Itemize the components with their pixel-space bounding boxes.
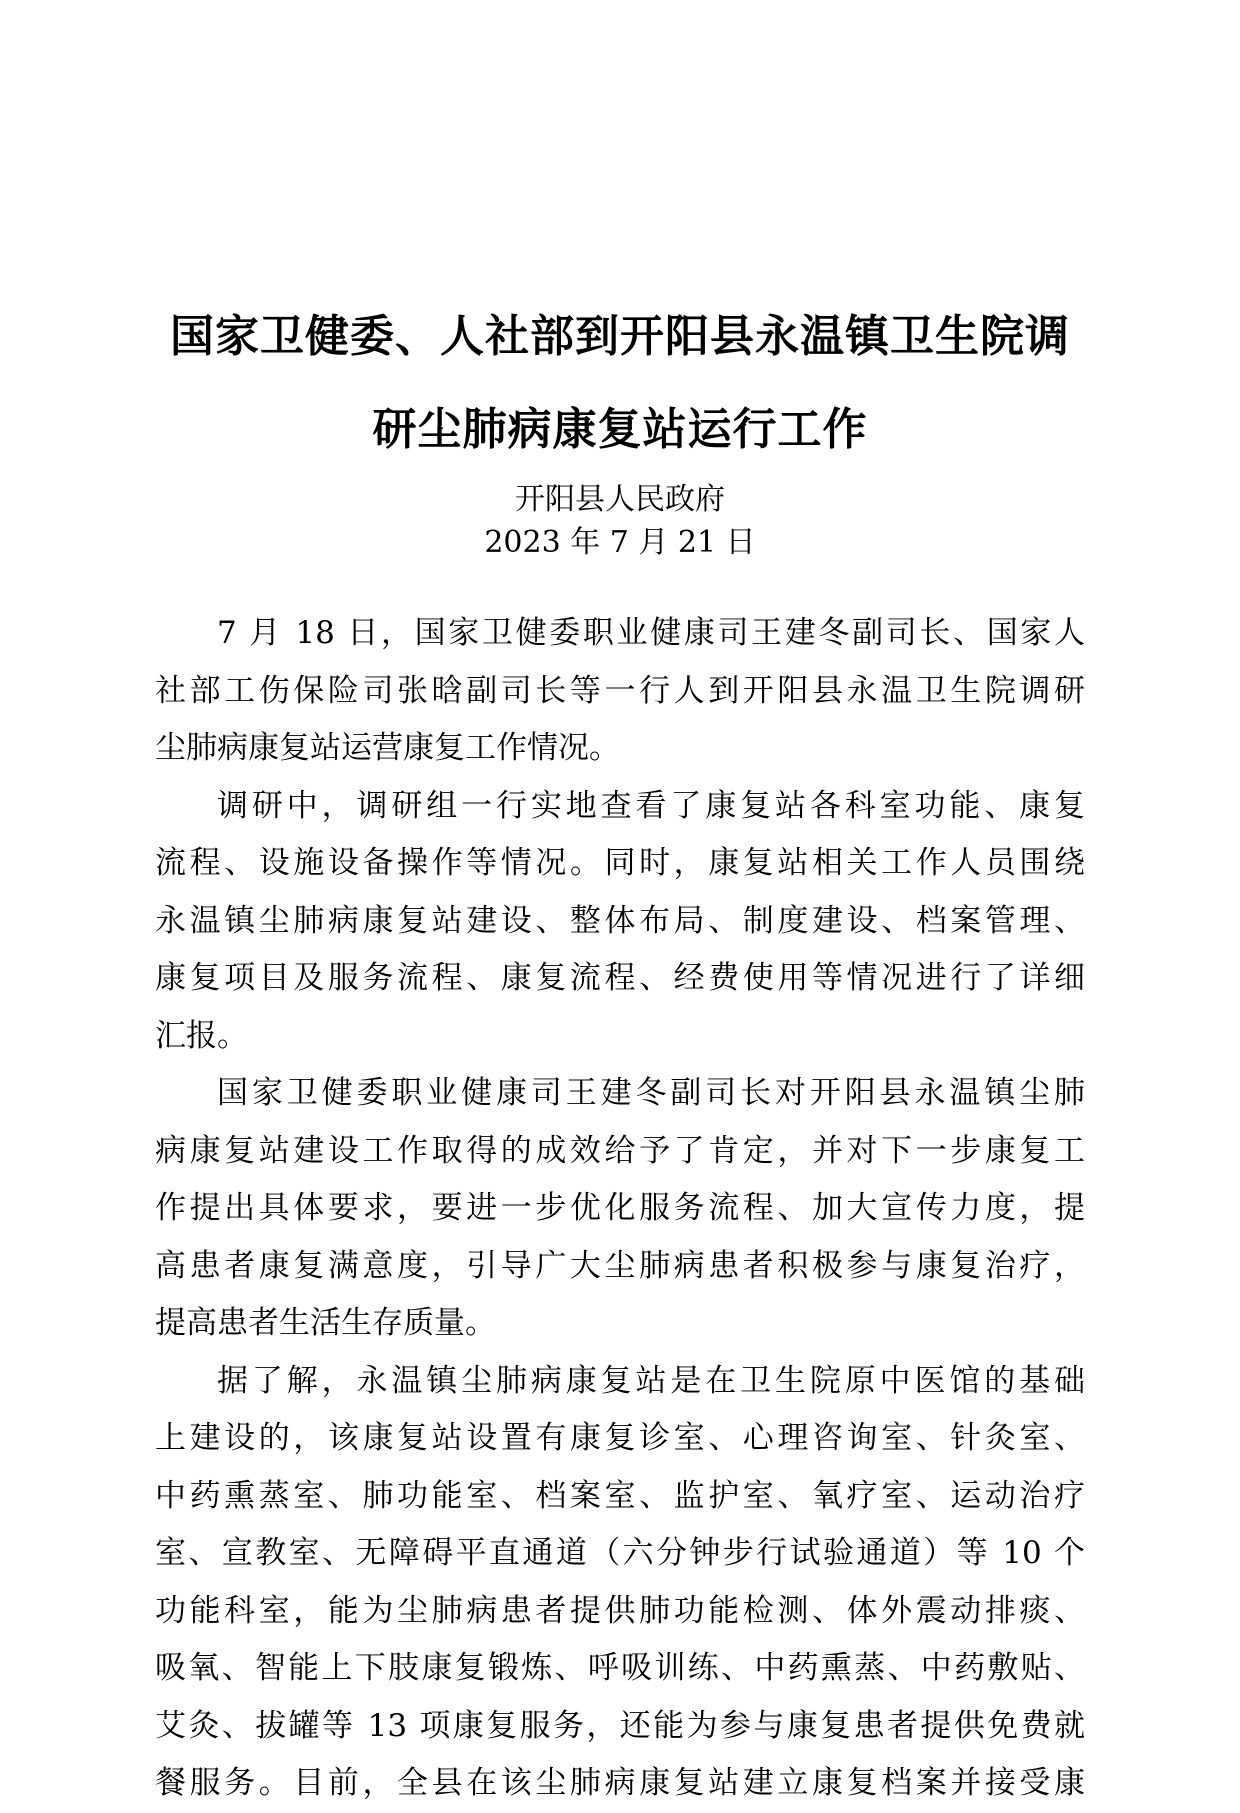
document-author: 开阳县人民政府 — [515, 482, 725, 517]
paragraph-4-line-6: 吸氧、智能上下肢康复锻炼、呼吸训练、中药熏蒸、中药敷贴、 — [155, 1650, 1085, 1686]
paragraph-2-line-1: 调研中，调研组一行实地查看了康复站各科室功能、康复 — [217, 787, 1085, 824]
paragraph-4-line-8: 餐服务。目前，全县在该尘肺病康复站建立康复档案并接受康 — [155, 1765, 1085, 1801]
paragraph-1-line-3: 尘肺病康复站运营康复工作情况。 — [155, 730, 620, 766]
document-title-line-2: 研尘肺病康复站运行工作 — [372, 404, 868, 455]
paragraph-4-line-4: 室、宣教室、无障碍平直通道（六分钟步行试验通道）等 10 个 — [155, 1535, 1085, 1571]
paragraph-4-line-7: 艾灸、拔罐等 13 项康复服务，还能为参与康复患者提供免费就 — [155, 1707, 1085, 1744]
paragraph-2-line-3: 永温镇尘肺病康复站建设、整体布局、制度建设、档案管理、 — [155, 902, 1085, 939]
paragraph-1-line-2: 社部工伤保险司张晗副司长等一行人到开阳县永温卫生院调研 — [155, 672, 1085, 709]
document-date: 2023 年 7 月 21 日 — [484, 525, 756, 560]
paragraph-4-line-2: 上建设的，该康复站设置有康复诊室、心理咨询室、针灸室、 — [155, 1420, 1085, 1456]
paragraph-1-line-1: 7 月 18 日，国家卫健委职业健康司王建冬副司长、国家人 — [217, 615, 1085, 651]
paragraph-4-line-5: 功能科室，能为尘肺病患者提供肺功能检测、体外震动排痰、 — [155, 1592, 1085, 1629]
paragraph-3-line-5: 提高患者生活生存质量。 — [155, 1305, 496, 1341]
paragraph-2-line-4: 康复项目及服务流程、康复流程、经费使用等情况进行了详细 — [155, 960, 1085, 996]
paragraph-4-line-3: 中药熏蒸室、肺功能室、档案室、监护室、氧疗室、运动治疗 — [155, 1477, 1085, 1514]
paragraph-4-line-1: 据了解，永温镇尘肺病康复站是在卫生院原中医馆的基础 — [217, 1362, 1085, 1399]
paragraph-3-line-3: 作提出具体要求，要进一步优化服务流程、加大宣传力度，提 — [155, 1190, 1085, 1226]
paragraph-2-line-2: 流程、设施设备操作等情况。同时，康复站相关工作人员围绕 — [155, 845, 1085, 881]
paragraph-3-line-2: 病康复站建设工作取得的成效给予了肯定，并对下一步康复工 — [155, 1132, 1085, 1169]
paragraph-3-line-1: 国家卫健委职业健康司王建冬副司长对开阳县永温镇尘肺 — [217, 1075, 1085, 1111]
document-body — [155, 605, 1085, 1813]
paragraph-2-line-5: 汇报。 — [155, 1017, 248, 1054]
document-title-line-1: 国家卫健委、人社部到开阳县永温镇卫生院调 — [170, 311, 1070, 362]
paragraph-3-line-4: 高患者康复满意度，引导广大尘肺病患者积极参与康复治疗， — [155, 1247, 1085, 1284]
